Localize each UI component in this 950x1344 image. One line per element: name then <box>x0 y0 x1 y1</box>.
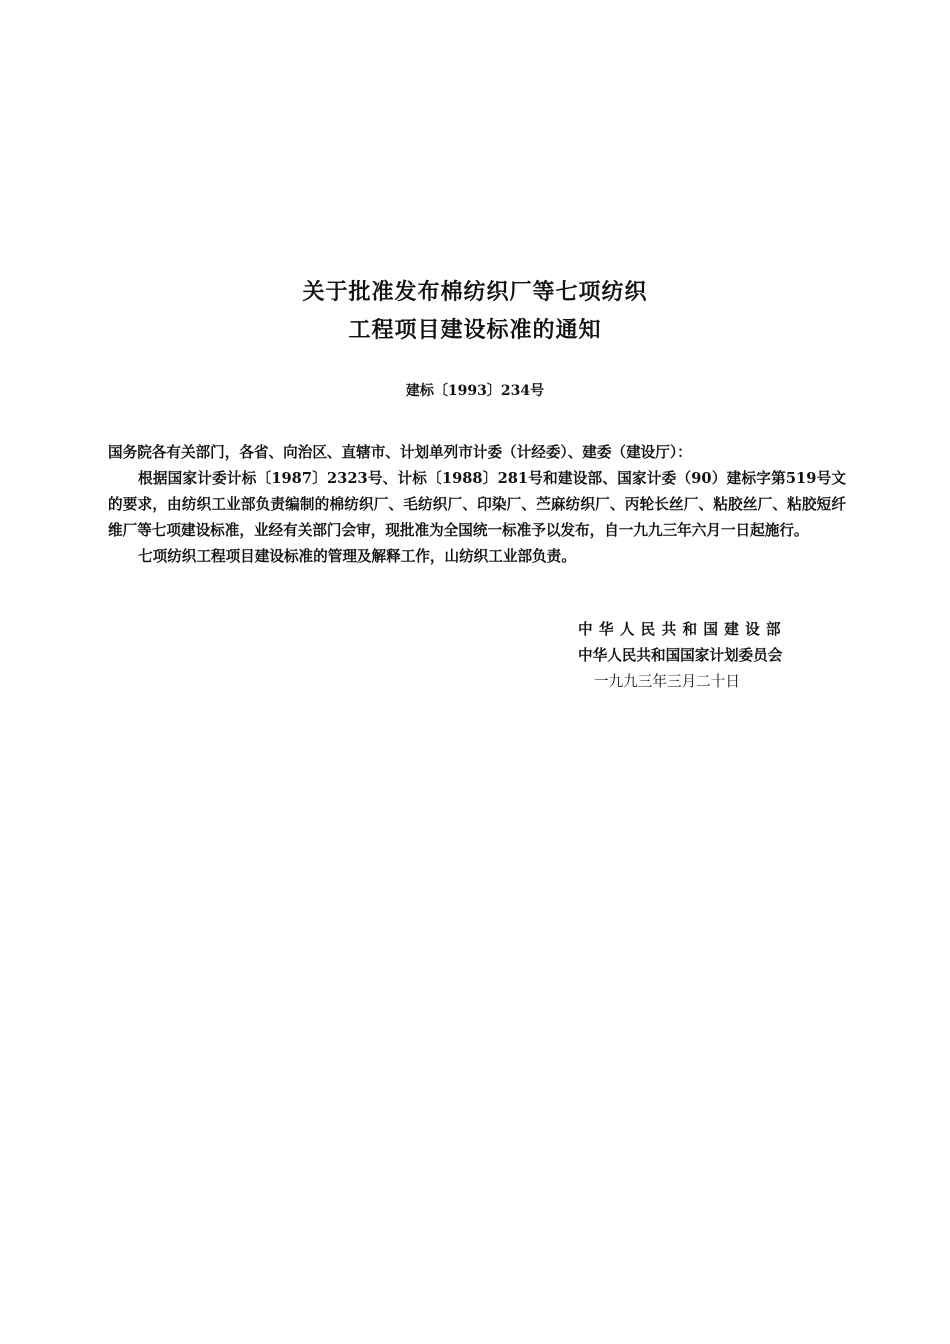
addressee: 国务院各有关部门，各省、向治区、直辖市、计划单列市计委（计经委）、建委（建设厅）： <box>108 444 692 461</box>
signature-org-commission: 中华人民共和国国家计划委员会 <box>578 647 783 664</box>
signature-date: 一九九三年三月二十日 <box>594 673 740 690</box>
signature-org-ministry: 中华人民共和国建设部 <box>578 621 787 638</box>
title-line-2: 工程项目建设标准的通知 <box>348 318 602 343</box>
document-title <box>0 274 950 350</box>
title-line-1: 关于批准发布棉纺织厂等七项纺织 <box>302 280 648 305</box>
document-body <box>108 440 846 570</box>
body-paragraph: 七项纺织工程项目建设标准的管理及解释工作，山纺织工业部负责。 <box>138 548 576 565</box>
body-paragraph: 根据国家计委计标〔1987〕2323号、计标〔1988〕281号和建设部、国家计委（90）建标字第519号文的要求，由纺织工业部负责编制的棉纺织厂、毛纺织厂、印染厂、苎麻纺织厂、丙轮长丝厂、粘胶丝厂、粘胶短纤维厂等七项建设标准，业经有关部门会审，现批准为全国统一标准予以发布，自一九九三年六月一日起施行。 <box>108 470 846 539</box>
document-number: 建标〔1993〕234号 <box>405 383 545 399</box>
signature-block <box>578 617 858 695</box>
